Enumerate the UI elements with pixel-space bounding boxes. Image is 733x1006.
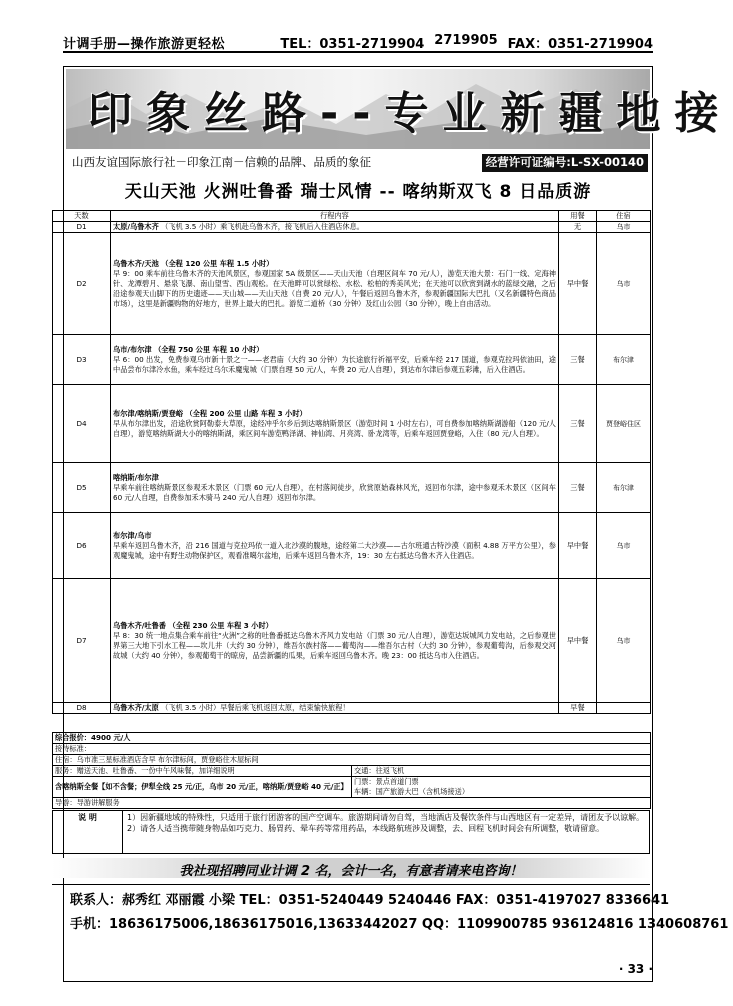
header-slogan: 计调手册—操作旅游更轻松 [63,36,226,52]
banner-title: 印象丝路--专业新疆地接 [88,88,733,139]
col-content: 行程内容 [111,211,559,222]
header-fax: FAX：0351-2719904 [507,36,653,52]
notes-text [123,811,648,853]
note-item: 1）因新疆地域的特殊性，只适用于旅行团游客的国产空调车。旅游期间请勿自驾，当地酒店及餐饮条件与山西地区有一定差异，请团友予以谅解。 [127,813,645,822]
reserve-standard: 接待标准： [53,744,651,755]
price: 综合报价：4900 元/人 [53,733,651,744]
itinerary-table [52,210,651,714]
col-day: 天数 [53,211,111,222]
table-row: D3 乌市/布尔津 （全程 750 公里 车程 10 小时） 早 6：00 出发，免费参观乌市新十景之一——老君庙（大约 30 分钟）为长途旅行祈福平安，后乘车经 217 国道，参观克拉玛依油田，途中品尝布尔津冷水鱼，乘车经过乌尔禾魔鬼城（门票自理 50 元/人，车费 20 元/人自理），到达布尔津后参观五彩滩，后入住酒店。 三餐 布尔津 [53,335,651,385]
contact-line-1: 联系人：郝秀红 邓丽霞 小梁 TEL：0351-5240449 5240446 FAX：0351-4197027 8336641 [70,893,670,908]
page-number: · 33 · [618,962,653,976]
service-standard: 服务：赠送天池、吐鲁番、一份中午风味餐，加详细说明 [53,766,352,777]
table-row: D5 喀纳斯/布尔津 早乘车前往喀纳斯景区参观禾木景区（门票 60 元/人自理），在村落间徒步，欣赏原始森林风光，返回布尔津，途中参观禾木景区（区间车 60 元/人自理，自费参加禾木骑马 240 元/人自理）返回布尔津。 三餐 布尔津 [53,463,651,513]
vehicle-standard: 车辆：国产旅游大巴（含机场接送） [354,787,470,796]
table-row: D1 太原/乌鲁木齐 （飞机 3.5 小时）乘飞机赴乌鲁木齐，接飞机后入住酒店休息。 无 乌市 [53,222,651,233]
hotel-standard: 住宿：乌市准三星标准酒店含早 布尔津标间，贾登峪住木屋标间 [53,755,651,766]
header-bar [63,33,653,53]
guide-standard: 导游：导游讲解服务 [53,798,651,809]
header-tel2: 2719905 [434,32,498,48]
note-item: 2）请各人适当携带随身物品如巧克力、肠胃药、晕车药等常用药品，本线路航班涉及调整，去、回程飞机时间会有所调整，敬请留意。 [127,824,605,833]
notes-box [52,810,650,854]
meal-standard: 含喀纳斯全餐【如不含餐；伊犁全线 25 元/正，乌市 20 元/正，喀纳斯/贾登峪 40 元/正】 [53,777,352,798]
table-row: D2 乌鲁木齐/天池 （全程 120 公里 车程 1.5 小时） 早 9：00 乘车前往乌鲁木齐的天池风景区，参观国家 5A 级景区——天山天池（自理区间车 70 元/人），游览天池大景：石门一线、定海神针、龙潭碧月、悬泉飞瀑、南山望雪、西山观松。在天池畔可以赏绿松、水松、松柏的秀美风光；在天池可以欣赏到湖水的蓝绿交融，之后沿途参观天山脚下的历史遗迹——天山城——天山天池（自费 20 元/人），午餐后返回乌鲁木齐，参观新疆国际大巴扎（又名新疆特色商品市场），这里是新疆购物的好地方，世界上最大的巴扎。游览二道桥（30 分钟）及红山公园（30 分钟），晚上自由活动。 早中餐 乌市 [53,233,651,335]
ticket-standard: 门票：景点首道门票 [354,777,419,786]
transport-standard: 交通：往返飞机 [352,766,651,777]
table-header [53,211,651,222]
license-number: 经营许可证编号:L-SX-00140 [482,154,648,172]
table-row: D7 乌鲁木齐/吐鲁番 （全程 230 公里 车程 3 小时） 早 8：30 统一地点集合乘车前往“火洲”之称的吐鲁番抵达乌鲁木齐风力发电站（门票 30 元/人自理），游览达坂城风力发电站，之后参观世界第三大地下引水工程——坎儿井（大约 30 分钟），维吾尔族村落——葡萄沟——维吾尔古村（大约 30 分钟），参观葡萄沟，后参观交河故城（大约 40 分钟），参观葡萄干的晾房，品尝新疆的瓜果，后乘车返回乌鲁木齐。晚 23：00 抵达乌市入住酒店。 早中餐 乌市 [53,579,651,703]
contact-block [52,884,729,936]
contact-line-2: 手机：18636175006,18636175016,13633442027 QQ：1109900785 936124816 1340608761 [70,917,729,932]
header-contacts [280,33,653,52]
agency-name: 山西友谊国际旅行社－印象江南－信赖的品牌、品质的象征 [72,155,371,169]
agency-line [72,154,648,172]
price-table [52,732,651,809]
table-row: D6 布尔津/乌市 早乘车返回乌鲁木齐，沿 216 国道与克拉玛依一道入北沙漠的腹地，途经第二大沙漠——古尔班通古特沙漠（面积 4.88 万平方公里），参观魔鬼城，途中有野生动物保护区，观看准噶尔盆地，后乘车返回乌鲁木齐，19：30 左右抵达乌鲁木齐入住酒店。 早中餐 乌市 [53,513,651,579]
col-meal: 用餐 [559,211,597,222]
banner [66,69,733,149]
notes-label: 说 明 [53,811,123,853]
recruit-notice: 我社现招聘同业计调 2 名，会计一名，有意者请来电咨询！ [179,864,523,879]
header-tel: TEL：0351-2719904 [280,36,425,52]
table-row: D8 乌鲁木齐/太原 （飞机 3.5 小时）早餐后乘飞机返回太原，结束愉快旅程！ 早餐 [53,703,651,714]
table-row: D4 布尔津/喀纳斯/贾登峪 （全程 200 公里 山路 车程 3 小时） 早从布尔津出发，沿途欣赏阿勒泰大草原，途经冲乎尔乡后到达喀纳斯景区（游览时间 1 小时左右），可自费参加喀纳斯湖游船（120 元/人自理），游览喀纳斯湖大小的喀纳斯湖，乘区间车游览鸭泽湖、神仙湾、月亮湾、卧龙湾等，后乘车返回贾登峪，入住（80 元/人自理）。 三餐 贾登峪住区 [53,385,651,463]
product-title: 天山天池 火洲吐鲁番 瑞士风情 -- 喀纳斯双飞 8 日品质游 [124,182,592,202]
col-hotel: 住宿 [597,211,651,222]
